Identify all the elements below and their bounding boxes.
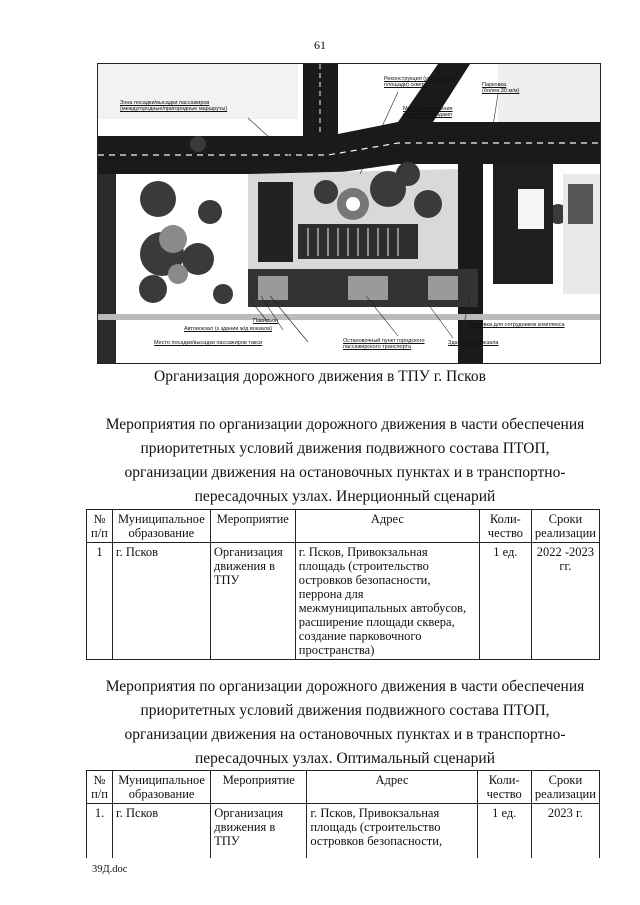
column-header-period: Сроки реализации	[531, 510, 599, 543]
heading-line: пересадочных узлах. Оптимальный сценарий	[194, 750, 496, 767]
heading-line: организации движения на остановочных пунктах и в транспортно-	[124, 726, 566, 743]
cell-municipality: г. Псков	[112, 543, 210, 660]
cell-number: 1.	[87, 804, 113, 859]
plan-label-pavilion: Павильон	[253, 318, 279, 324]
column-header-address: Адрес	[295, 510, 479, 543]
column-header-quantity: Коли- чество	[479, 510, 531, 543]
cell-address: г. Псков, Привокзальная площадь (строительство островков безопасности, перрона для межмуниципальных автобусов, расширение площади сквера, создание парковочного пространства)	[295, 543, 479, 660]
cell-quantity: 1 ед.	[477, 804, 531, 859]
table-row	[87, 804, 600, 859]
measures-table-optimal-wrapper	[86, 770, 602, 858]
plan-label-taxi: Место посадки/высадки пассажиров такси	[154, 340, 263, 346]
heading-line: приоритетных условий движения подвижного состава ПТОП,	[140, 702, 550, 719]
cell-quantity: 1 ед.	[479, 543, 531, 660]
table-header-row	[87, 771, 600, 804]
figure-caption: Организация дорожного движения в ТПУ г. Псков	[154, 368, 486, 385]
column-header-municipality: Муниципальное образование	[112, 510, 210, 543]
column-header-address: Адрес	[307, 771, 477, 804]
measures-table-inertial	[86, 509, 600, 660]
column-header-measure: Мероприятие	[211, 771, 307, 804]
section-heading-optimal	[80, 675, 610, 771]
footer-filename: 39Д.doc	[92, 864, 128, 875]
cell-measure: Организация движения в ТПУ	[211, 804, 307, 859]
plan-label-parking-staff: Парковка для сотрудников комплекса	[468, 322, 565, 328]
table-row	[87, 543, 600, 660]
measures-table-optimal	[86, 770, 600, 858]
cell-period: 2022 -2023 гг.	[531, 543, 599, 660]
plan-label-parking-top: Парковка (более 30 м/м)	[482, 82, 520, 94]
heading-line: приоритетных условий движения подвижного состава ПТОП,	[140, 440, 550, 457]
heading-line: организации движения на остановочных пунктах и в транспортно-	[124, 464, 566, 481]
cell-municipality: г. Псков	[113, 804, 211, 859]
cell-measure: Организация движения в ТПУ	[210, 543, 295, 660]
plan-label-reconstruction: Реконструкция (увеличение площади) сквера	[384, 76, 455, 88]
column-header-period: Сроки реализации	[531, 771, 599, 804]
heading-line: Мероприятия по организации дорожного движения в части обеспечения	[105, 678, 585, 695]
traffic-plan-figure	[97, 63, 601, 364]
plan-label-stop: Остановочный пункт городского пассажирского транспорта	[343, 338, 425, 350]
plan-label-station: Здание ж/д вокзала	[448, 340, 499, 346]
cell-number: 1	[87, 543, 113, 660]
plan-label-zone: Зона посадки/высадки пассажиров (междугородные/пригородные маршруты)	[120, 100, 228, 112]
column-header-quantity: Коли- чество	[477, 771, 531, 804]
section-heading-inertial	[80, 413, 610, 509]
table-header-row	[87, 510, 600, 543]
plan-label-bus: Автовокзал (з здании ж/д вокзала)	[184, 326, 272, 332]
heading-line: Мероприятия по организации дорожного движения в части обеспечения	[105, 416, 585, 433]
heading-line: пересадочных узлах. Инерционный сценарий	[194, 488, 496, 505]
cell-address: г. Псков, Привокзальная площадь (строительство островков безопасности,	[307, 804, 477, 859]
column-header-number: № п/п	[87, 771, 113, 804]
column-header-number: № п/п	[87, 510, 113, 543]
plan-label-place: Место размещения объектов городамп	[403, 106, 453, 118]
column-header-municipality: Муниципальное образование	[113, 771, 211, 804]
page-number: 61	[314, 38, 326, 52]
column-header-measure: Мероприятие	[210, 510, 295, 543]
cell-period: 2023 г.	[531, 804, 599, 859]
